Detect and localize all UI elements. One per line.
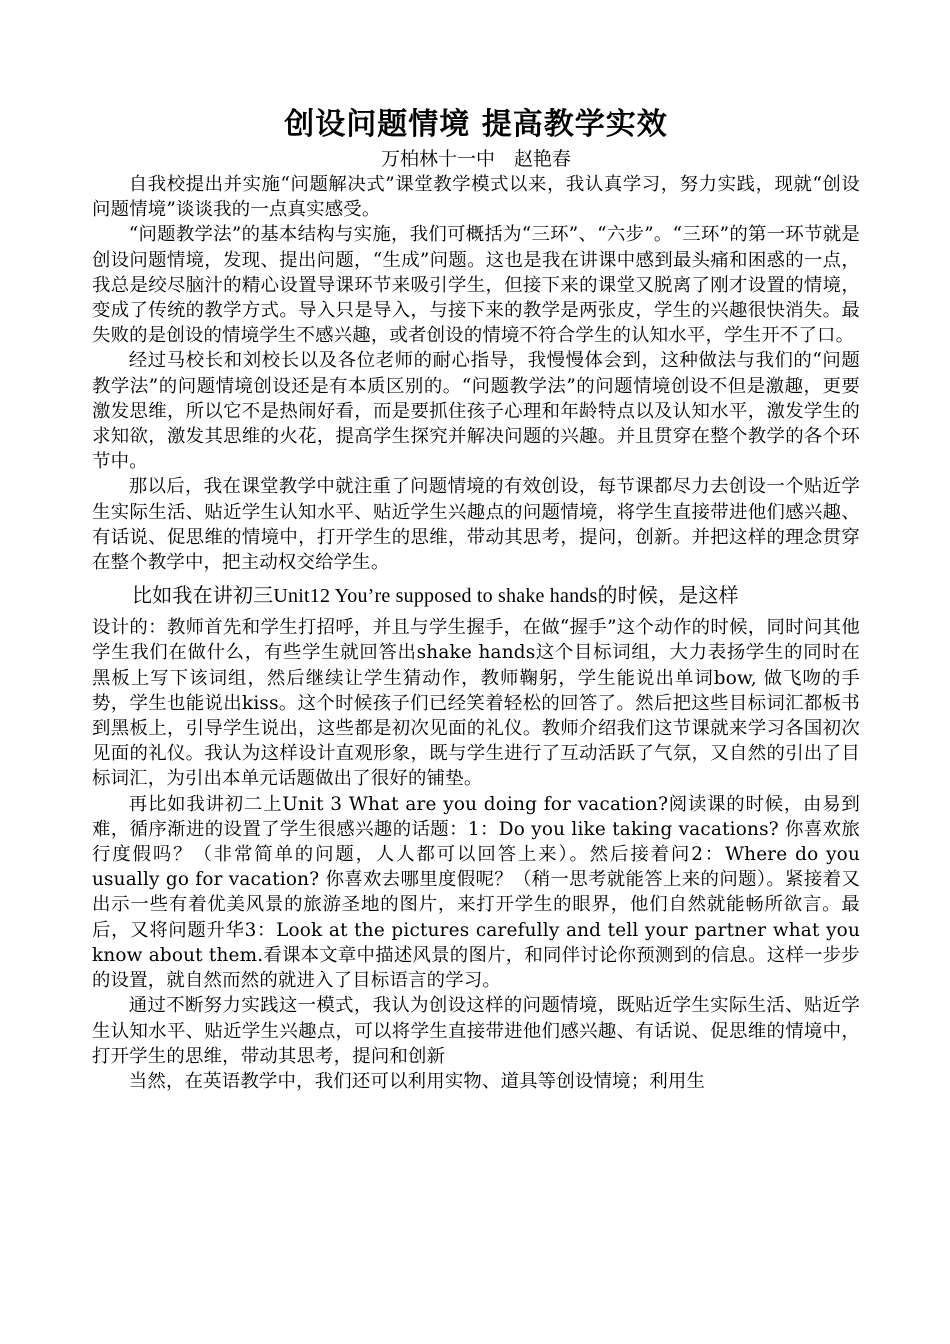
paragraph-practice: 那以后，我在课堂教学中就注重了问题情境的有效创设，每节课都尽力去创设一个贴近学生实际生活、贴近学生认知水平、贴近学生兴趣点的问题情境，将学生直接带进他们感兴趣、有话说、促思维的情境中，打开学生的思维，带动其思考，提问，创新。并把这样的理念贯穿在整个教学中，把主动权交给学生。: [92, 476, 860, 574]
paragraph-example-unit12: 设计的：教师首先和学生打招呼，并且与学生握手，在做“握手”这个动作的时候，同时问其他学生我们在做什么，有些学生就回答出shake hands这个目标词组，大力表扬学生的同时在黑板上写下该词组，然后继续让学生猜动作，教师鞠躬，学生能说出单词bow, 做飞吻的手势，学生也能说出kiss。这个时候孩子们已经笑着轻松的回答了。然后把这些目标词汇都板书到黑板上，引导学生说出，这些都是初次见面的礼仪。教师介绍我们这节课就来学习各国初次见面的礼仪。我认为这样设计直观形象，既与学生进行了互动活跃了气氛，又自然的引出了目标词汇，为引出本单元话题做出了很好的铺垫。: [92, 617, 860, 790]
author-line: 万柏林十一中 赵艳春: [380, 148, 571, 170]
paragraph-example-unit3: 再比如我讲初二上Unit 3 What are you doing for vacation?阅读课的时候，由易到难，循序渐进的设置了学生很感兴趣的话题：1：Do you like taking vacations? 你喜欢旅行度假吗？（非常简单的问题，人人都可以回答上来）。然后接着问2：Where do you usually go for vacation? 你喜欢去哪里度假呢？（稍一思考就能答上来的问题）。紧接着又出示一些有着优美风景的旅游圣地的图片，来打开学生的眼界，他们自然就能畅所欲言。最后，又将问题升华3：Look at the pictures carefully and tell your partner what you know about them.看课本文章中描述风景的图片，和同伴讨论你预测到的信息。这样一步步的设置，就自然而然的就进入了目标语言的学习。: [92, 793, 860, 992]
paragraph-example-unit12-lead: 比如我在讲初三Unit12 You’re supposed to shake hands的时候，是这样: [132, 585, 739, 608]
paragraph-intro: 自我校提出并实施“问题解决式”课堂教学模式以来，我认真学习，努力实践，现就“创设问题情境”谈谈我的一点真实感受。: [92, 174, 860, 221]
paragraph-problem-method: “问题教学法”的基本结构与实施，我们可概括为“三环”、“六步”。“三环”的第一环节就是创设问题情境，发现、提出问题，“生成”问题。这也是我在讲课中感到最头痛和困惑的一点，我总是绞尽脑汁的精心设置导课环节来吸引学生，但接下来的课堂又脱离了刚才设置的情境，变成了传统的教学方式。导入只是导入，与接下来的教学是两张皮，学生的兴趣很快消失。最失败的是创设的情境学生不感兴趣，或者创设的情境不符合学生的认知水平，学生开不了口。: [92, 224, 860, 347]
document-title: 创设问题情境 提高教学实效: [284, 107, 668, 142]
paragraph-continuation: 当然，在英语教学中，我们还可以利用实物、道具等创设情境；利用生: [128, 1070, 706, 1092]
paragraph-guidance: 经过马校长和刘校长以及各位老师的耐心指导，我慢慢体会到，这种做法与我们的“问题教学法”的问题情境创设还是有本质区别的。“问题教学法”的问题情境创设不但是激趣，更要激发思维，所以它不是热闹好看，而是要抓住孩子心理和年龄特点以及认知水平，激发学生的求知欲，激发其思维的火花，提高学生探究并解决问题的兴趣。并且贯穿在整个教学的各个环节中。: [92, 350, 860, 473]
paragraph-conclusion: 通过不断努力实践这一模式，我认为创设这样的问题情境，既贴近学生实际生活、贴近学生认知水平、贴近学生兴趣点，可以将学生直接带进他们感兴趣、有话说、促思维的情境中，打开学生的思维，带动其思考，提问和创新: [92, 995, 860, 1067]
